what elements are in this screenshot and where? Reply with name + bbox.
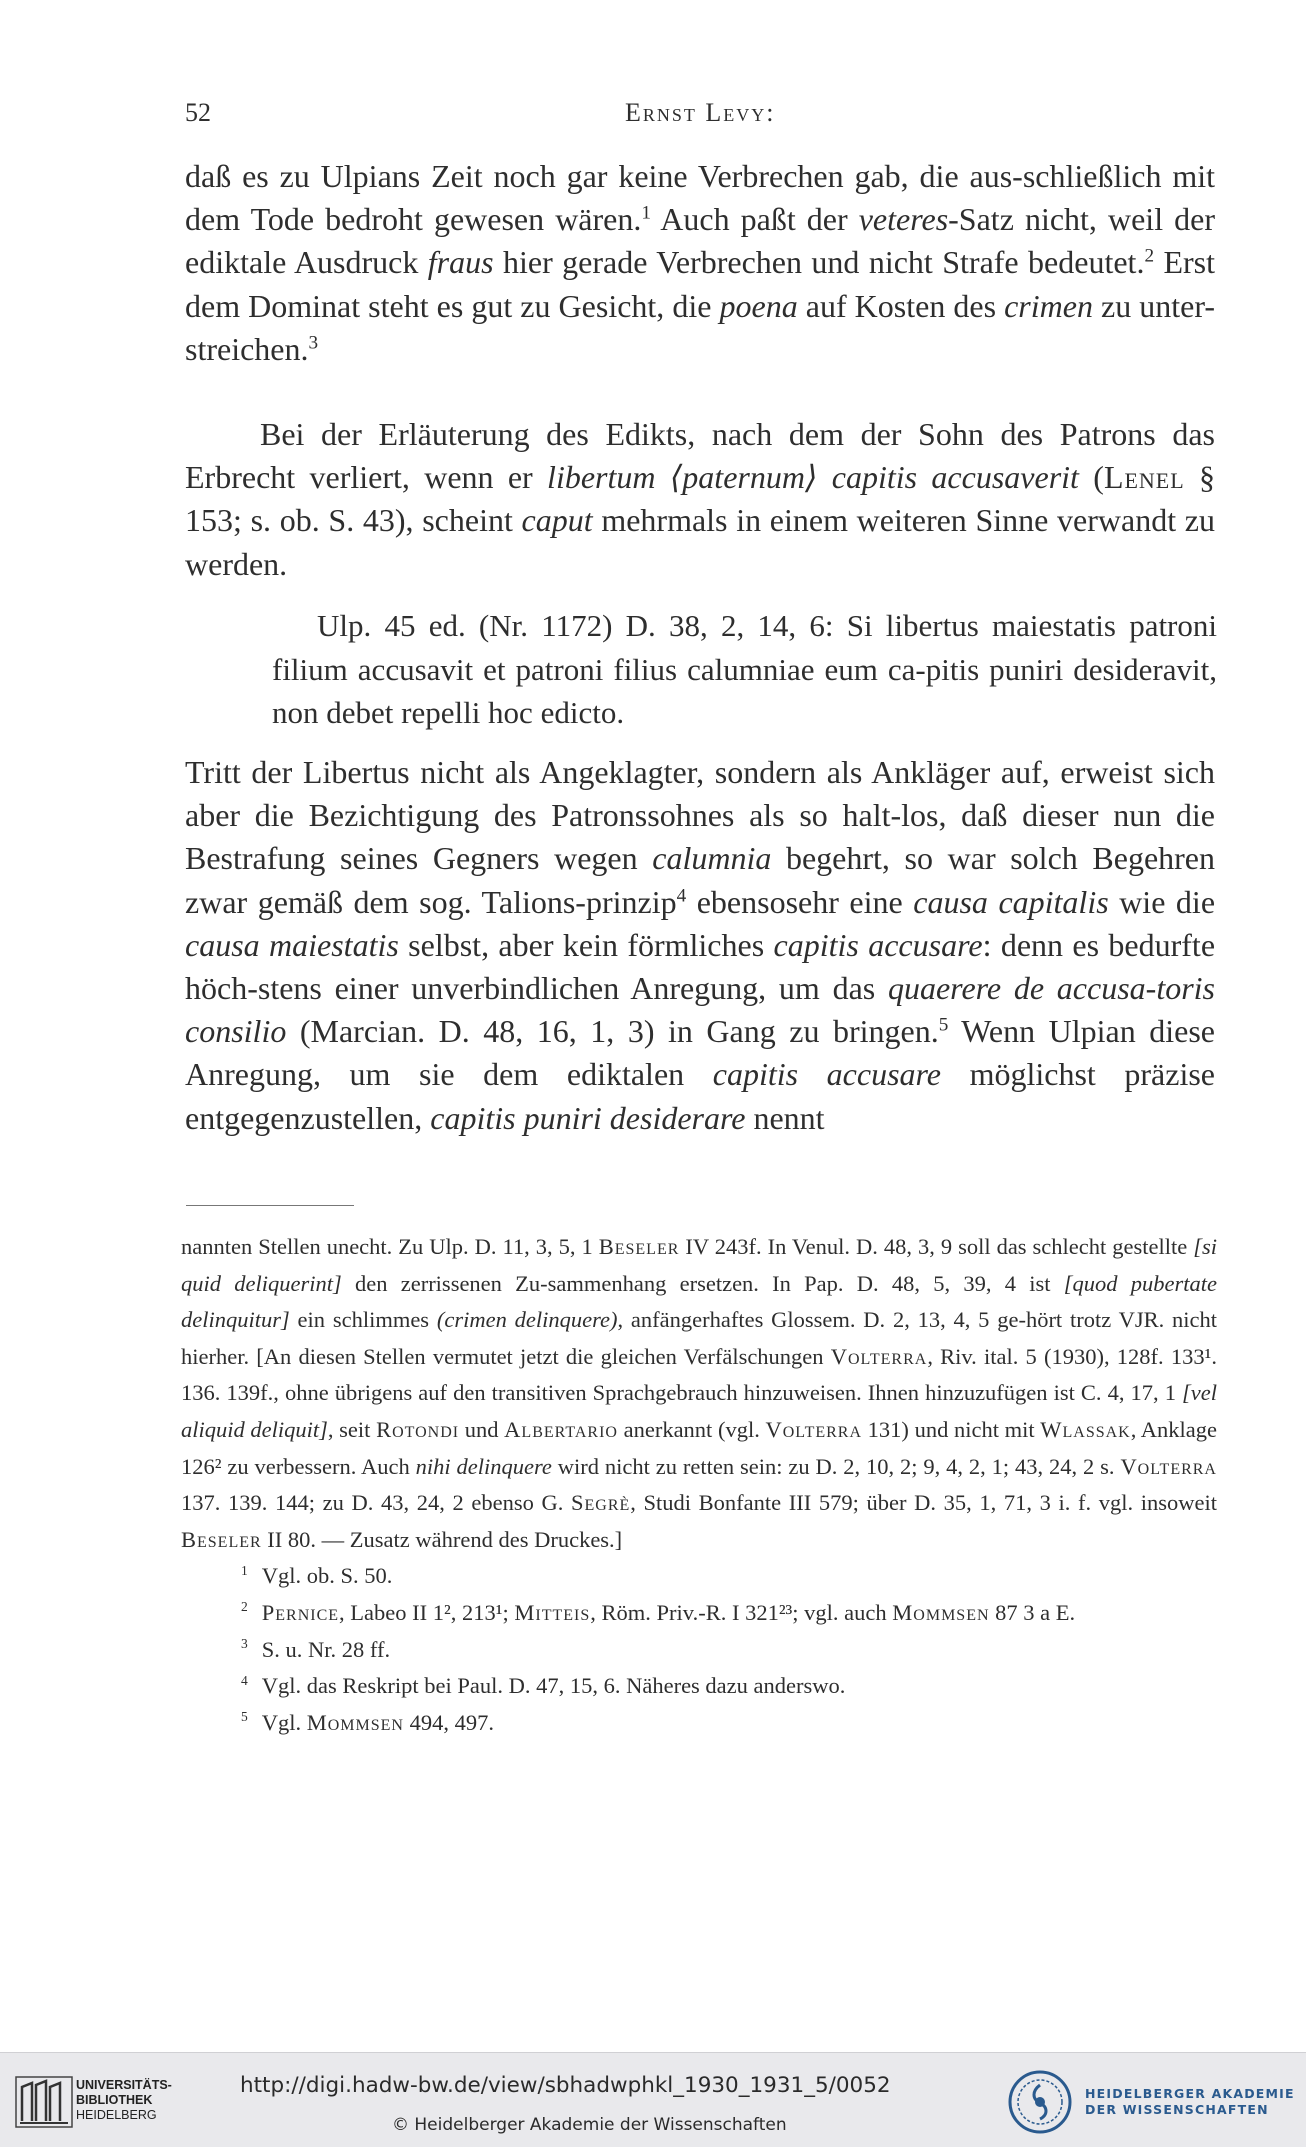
paragraph-1: daß es zu Ulpians Zeit noch gar keine Verbrechen gab, die aus-schließlich mit dem Tode bedroht gewesen wären.$^1$ Auch paßt der veteres-Satz nicht, weil der ediktale Ausdruck fraus hier gerade Verbrechen und nicht Strafe bedeutet.$^2$ Erst dem Dominat steht es gut zu Gesicht, die poena auf Kosten des crimen zu unter-streichen.$^3$ [185, 158, 1216, 367]
footnote-ref: 5 [938, 1014, 949, 1036]
running-head [185, 98, 1215, 138]
footnote-ref: 4 [676, 884, 687, 906]
footnote-1: $^1$ Vgl. ob. S. 50. [241, 1562, 393, 1589]
footnote-5: $^5$ Vgl. Mommsen 494, 497. [241, 1709, 494, 1735]
footnotes [181, 1229, 1217, 1741]
university-library-name: UNIVERSITÄTS- BIBLIOTHEK HEIDELBERG [76, 2078, 172, 2122]
footnote-3: $^3$ S. u. Nr. 28 ff. [241, 1636, 391, 1662]
footnote-ref: 3 [308, 332, 319, 354]
footnote-divider [186, 1205, 354, 1206]
academy-seal-icon [1005, 2069, 1075, 2135]
carryover-note: nannten Stellen unecht. Zu Ulp. D. 11, 3, 5, 1 Beseler IV 243f. In Venul. D. 48, 3, 9 soll das schlecht gestellte [si quid deliquerint] den zerrissenen Zu-sammenhang ersetzen. In Pap. D. 48, 5, 39, 4 ist [quod pubertate delinquitur] ein schlimmes (crimen delinquere), anfängerhaftes Glossem. D. 2, 13, 4, 5 ge-hört trotz VJR. nicht hierher. [An diesen Stellen vermutet jetzt die gleichen Verfälschungen Volterra, Riv. ital. 5 (1930), 128f. 133¹. 136. 139f., ohne übrigens auf den transitiven Sprachgebrauch hinzuweisen. Ihnen hinzuzufügen ist C. 4, 17, 1 [vel aliquid deliquit], seit Rotondi und Albertario anerkannt (vgl. Volterra 131) und nicht mit Wlassak, Anklage 126² zu verbessern. Auch nihi delinquere wird nicht zu retten sein: zu D. 2, 10, 2; 9, 4, 2, 1; 43, 24, 2 s. Volterra 137. 139. 144; zu D. 43, 24, 2 ebenso G. Segrè, Studi Bonfante III 579; über D. 35, 1, 71, 3 i. f. vgl. insoweit Beseler II 80. — Zusatz während des Druckes.] [181, 1234, 1217, 1552]
running-title: Ernst Levy: [625, 98, 776, 127]
academy-name: HEIDELBERGER AKADEMIE DER WISSENSCHAFTEN [1085, 2086, 1295, 2117]
paragraph-3: Tritt der Libertus nicht als Angeklagter, sondern als Ankläger auf, erweist sich aber die Bezichtigung des Patronssohnes als so halt-los, daß dieser nun die Bestrafung seines Gegners wegen calumnia begehrt, so war solch Begehren zwar gemäß dem sog. Talions-prinzip$^4$ ebensosehr eine causa capitalis wie die causa maiestatis selbst, aber kein förmliches capitis accusare: denn es bedurfte höch-stens einer unverbindlichen Anregung, um das quaerere de accusa-toris consilio (Marcian. D. 48, 16, 1, 3) in Gang zu bringen.$^5$ Wenn Ulpian diese Anregung, um sie dem ediktalen capitis accusare möglichst präzise entgegenzustellen, capitis puniri desiderare nennt [185, 754, 1216, 1136]
block-quote: Ulp. 45 ed. (Nr. 1172) D. 38, 2, 14, 6: Si libertus maiestatis patroni filium accusavit et patroni filius calumniae eum ca-pitis puniri desideravit, non debet repelli hoc edicto. [272, 608, 1217, 730]
university-library-logo-icon [14, 2073, 74, 2131]
paragraph-2: Bei der Erläuterung des Edikts, nach dem der Sohn des Patrons das Erbrecht verliert, wenn er libertum ⟨paternum⟩ capitis accusaverit (Lenel § 153; s. ob. S. 43), scheint caput mehrmals in einem weiteren Sinne verwandt zu werden. [185, 416, 1216, 582]
copyright-notice: © Heidelberger Akademie der Wissenschaften [392, 2115, 787, 2135]
footnote-ref: 2 [1144, 245, 1155, 267]
footnote-ref: 1 [641, 202, 651, 224]
footnote-4: $^4$ Vgl. das Reskript bei Paul. D. 47, 15, 6. Näheres dazu anderswo. [241, 1672, 846, 1699]
footnote-2: $^2$ Pernice, Labeo II 1², 213¹; Mitteis, Röm. Priv.-R. I 321²³; vgl. auch Mommsen 87 3 a E. [241, 1599, 1076, 1625]
footer-bar [0, 2052, 1306, 2147]
page-number: 52 [185, 98, 211, 127]
source-url-link[interactable]: http://digi.hadw-bw.de/view/sbhadwphkl_1930_1931_5/0052 [240, 2073, 891, 2098]
